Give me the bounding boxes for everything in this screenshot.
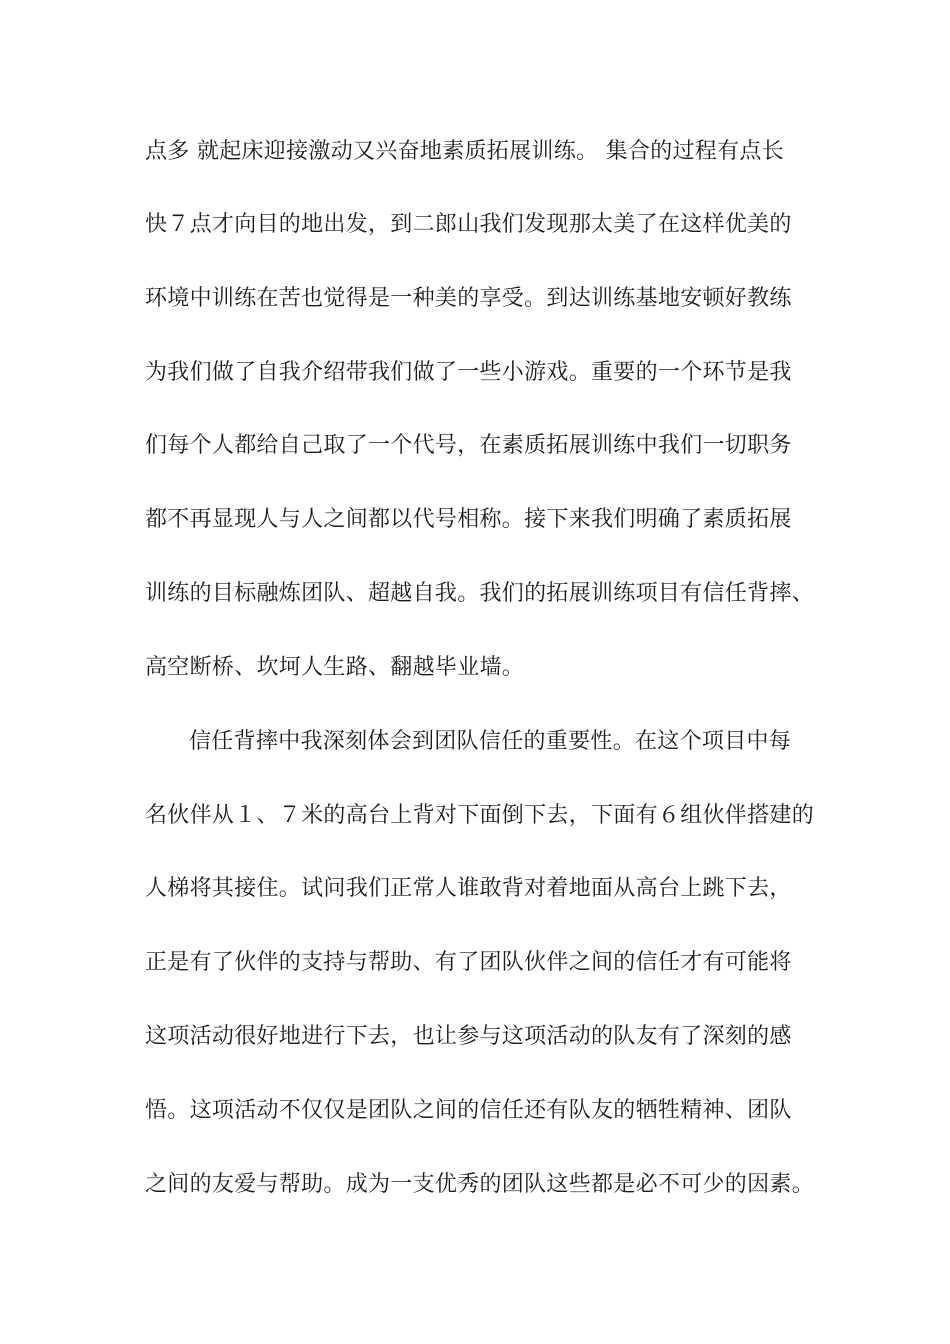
paragraph-line: 快７点才向目的地出发，到二郎山我们发现那太美了在这样优美的 [145,212,792,237]
paragraph-line: 正是有了伙伴的支持与帮助、有了团队伙伴之间的信任才有可能将 [145,950,792,975]
paragraph-line: 这项活动很好地进行下去，也让参与这项活动的队友有了深刻的感 [145,1024,792,1049]
paragraph-line: 都不再显现人与人之间都以代号相称。接下来我们明确了素质拓展 [145,507,792,532]
paragraph-line: 人梯将其接住。试问我们正常人谁敢背对着地面从高台上跳下去， [145,876,792,901]
paragraph-first-line: 信任背摔中我深刻体会到团队信任的重要性。在这个项目中每 [189,729,792,754]
paragraph-line: 之间的友爱与帮助。成为一支优秀的团队这些都是必不可少的因素。 [145,1172,815,1197]
paragraph-line: 高空断桥、坎坷人生路、翻越毕业墙。 [145,655,525,680]
paragraph-line: 悟。这项活动不仅仅是团队之间的信任还有队友的牺牲精神、团队 [145,1098,792,1123]
paragraph-line: 训练的目标融炼团队、超越自我。我们的拓展训练项目有信任背摔、 [145,581,815,606]
paragraph-line: 名伙伴从１、７米的高台上背对下面倒下去，下面有６组伙伴搭建的 [145,803,815,828]
paragraph-line: 为我们做了自我介绍带我们做了一些小游戏。重要的一个环节是我 [145,360,792,385]
paragraph-line: 环境中训练在苦也觉得是一种美的享受。到达训练基地安顿好教练 [145,286,792,311]
paragraph-line: 点多 就起床迎接激动又兴奋地素质拓展训练。 集合的过程有点长 [145,139,784,164]
paragraph-line: 们每个人都给自己取了一个代号，在素质拓展训练中我们一切职务 [145,433,792,458]
